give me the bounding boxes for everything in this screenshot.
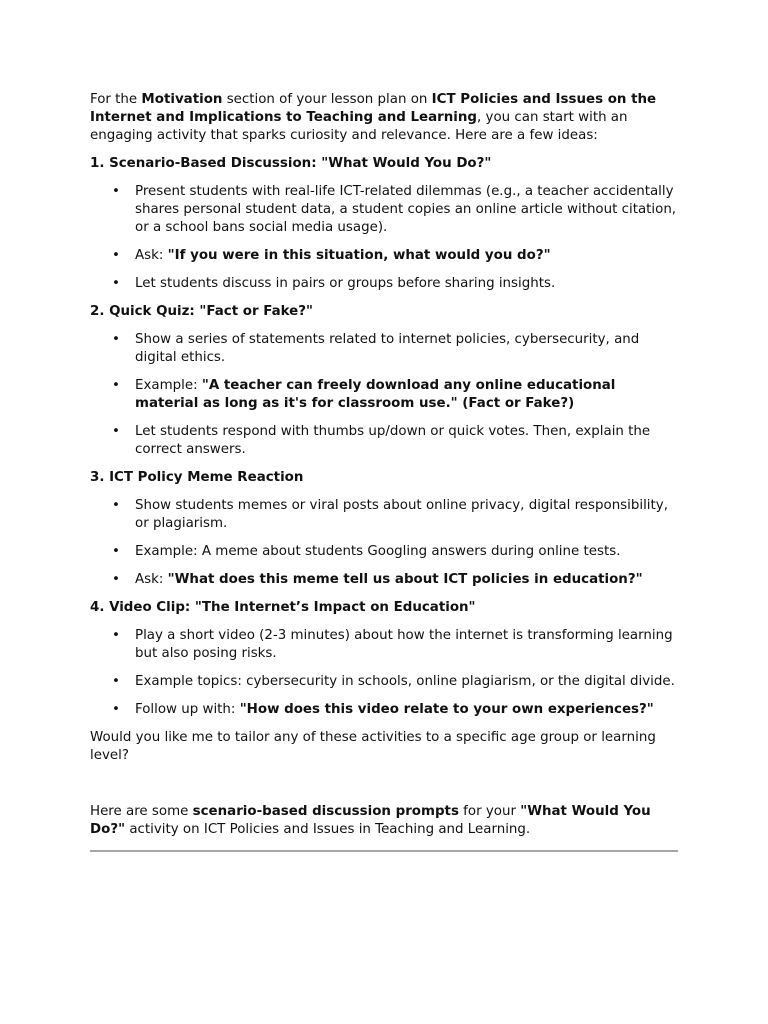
section-list-quiz: [90, 331, 682, 459]
list-item: [90, 673, 682, 691]
list-item: [90, 247, 682, 265]
section-list-meme: [90, 497, 682, 589]
list-item: [90, 423, 682, 459]
list-item: [90, 701, 682, 719]
list-item-text: Show students memes or viral posts about online privacy, digital responsibility, or plagiarism.: [135, 498, 668, 531]
followup-bold-prompts: scenario-based discussion prompts: [192, 804, 459, 819]
bullet-icon: •: [112, 424, 120, 439]
list-item: [90, 377, 682, 413]
list-item: [90, 183, 682, 237]
list-item: [90, 497, 682, 533]
section-list-video: [90, 627, 682, 719]
list-item-text: Ask:: [135, 572, 168, 587]
list-item-bold: "If you were in this situation, what would you do?": [167, 248, 551, 263]
followup-paragraph: [90, 803, 682, 839]
list-item-text: Example: A meme about students Googling answers during online tests.: [135, 544, 621, 559]
list-item-text: Play a short video (2-3 minutes) about how the internet is transforming learning but also posing risks.: [135, 628, 673, 661]
bullet-icon: •: [112, 702, 120, 717]
list-item-text: Example topics: cybersecurity in schools, online plagiarism, or the digital divide.: [135, 674, 675, 689]
followup-bold-activity: "What Would You Do?": [90, 804, 651, 837]
list-item-text: Show a series of statements related to internet policies, cybersecurity, and digital ethics.: [135, 332, 640, 365]
list-item: [90, 571, 682, 589]
intro-bold-motivation: Motivation: [141, 92, 223, 107]
bullet-icon: •: [112, 378, 120, 393]
bullet-icon: •: [112, 184, 120, 199]
intro-paragraph: [90, 91, 682, 145]
bullet-icon: •: [112, 332, 120, 347]
bullet-icon: •: [112, 572, 120, 587]
list-item-text: Present students with real-life ICT-related dilemmas (e.g., a teacher accidentally shares personal student data, a student copies an online article without citation, or a school bans social media usage).: [135, 184, 677, 235]
list-item-bold: "A teacher can freely download any online educational material as long as it's for classroom use." (Fact or Fake?): [135, 378, 616, 411]
bullet-icon: •: [112, 674, 120, 689]
followup-text-2: for your: [458, 804, 521, 819]
document-content: [90, 91, 682, 852]
section-list-scenario: [90, 183, 682, 293]
list-item-text: Ask:: [135, 248, 168, 263]
bullet-icon: •: [112, 276, 120, 291]
bullet-icon: •: [112, 498, 120, 513]
section-heading-quiz: 2. Quick Quiz: "Fact or Fake?": [90, 304, 314, 319]
closing-question: Would you like me to tailor any of these activities to a specific age group or learning level?: [90, 730, 656, 763]
section-heading-video: 4. Video Clip: "The Internet’s Impact on Education": [90, 600, 476, 615]
list-item: [90, 627, 682, 663]
intro-text-1: For the: [90, 92, 142, 107]
list-item: [90, 275, 682, 293]
list-item: [90, 331, 682, 367]
intro-bold-topic: ICT Policies and Issues on the Internet and Implications to Teaching and Learning: [90, 92, 657, 125]
list-item-bold: "What does this meme tell us about ICT policies in education?": [167, 572, 643, 587]
intro-text-3: , you can start with an engaging activity that sparks curiosity and relevance. Here are a few ideas:: [90, 110, 628, 143]
horizontal-divider: [90, 850, 678, 852]
list-item-text: Follow up with:: [135, 702, 240, 717]
bullet-icon: •: [112, 248, 120, 263]
list-item-text: Example:: [135, 378, 202, 393]
followup-text-1: Here are some: [90, 804, 193, 819]
intro-text-2: section of your lesson plan on: [222, 92, 432, 107]
list-item: [90, 543, 682, 561]
bullet-icon: •: [112, 544, 120, 559]
list-item-bold: "How does this video relate to your own experiences?": [239, 702, 654, 717]
section-heading-scenario: 1. Scenario-Based Discussion: "What Would You Do?": [90, 156, 492, 171]
list-item-text: Let students discuss in pairs or groups before sharing insights.: [135, 276, 556, 291]
list-item-text: Let students respond with thumbs up/down or quick votes. Then, explain the correct answers.: [135, 424, 651, 457]
section-heading-meme: 3. ICT Policy Meme Reaction: [90, 470, 304, 485]
bullet-icon: •: [112, 628, 120, 643]
followup-text-3: activity on ICT Policies and Issues in Teaching and Learning.: [125, 822, 531, 837]
